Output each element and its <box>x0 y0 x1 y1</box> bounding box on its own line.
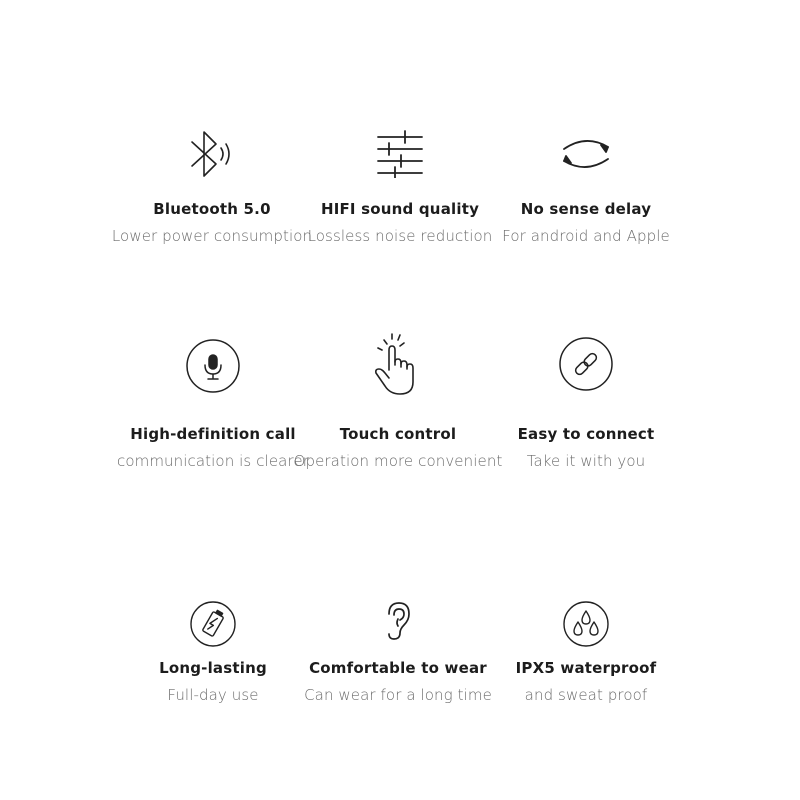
feature-subtitle: Lower power consumption <box>111 227 313 245</box>
feature-subtitle: Lossless noise reduction <box>307 227 493 245</box>
water-drops-icon <box>562 600 610 648</box>
feature-title: IPX5 waterproof <box>515 659 657 677</box>
feature-easy-connect <box>466 332 706 472</box>
feature-subtitle: Take it with you <box>526 452 646 470</box>
feature-subtitle: and sweat proof <box>524 686 648 704</box>
feature-subtitle: Can wear for a long time <box>304 686 492 704</box>
link-icon <box>558 336 614 392</box>
sync-arrows-icon <box>558 136 614 172</box>
feature-title: Bluetooth 5.0 <box>153 200 271 218</box>
feature-no-delay <box>466 120 706 260</box>
feature-title: High-definition call <box>130 425 296 443</box>
touch-hand-icon <box>370 332 426 398</box>
feature-title: Easy to connect <box>517 425 655 443</box>
bluetooth-icon <box>182 126 242 184</box>
ear-icon <box>383 600 413 642</box>
microphone-icon <box>185 338 241 394</box>
feature-title: HIFI sound quality <box>320 200 480 218</box>
feature-subtitle: communication is clearer <box>117 452 309 470</box>
feature-subtitle: For android and Apple <box>502 227 670 245</box>
feature-subtitle: Full-day use <box>167 686 259 704</box>
equalizer-sliders-icon <box>375 128 425 178</box>
feature-title: Comfortable to wear <box>309 659 487 677</box>
feature-title: No sense delay <box>520 200 652 218</box>
feature-title: Long-lasting <box>159 659 267 677</box>
feature-title: Touch control <box>339 425 457 443</box>
battery-icon <box>189 600 237 648</box>
feature-subtitle: Operation more convenient <box>293 452 503 470</box>
feature-waterproof <box>466 598 706 718</box>
